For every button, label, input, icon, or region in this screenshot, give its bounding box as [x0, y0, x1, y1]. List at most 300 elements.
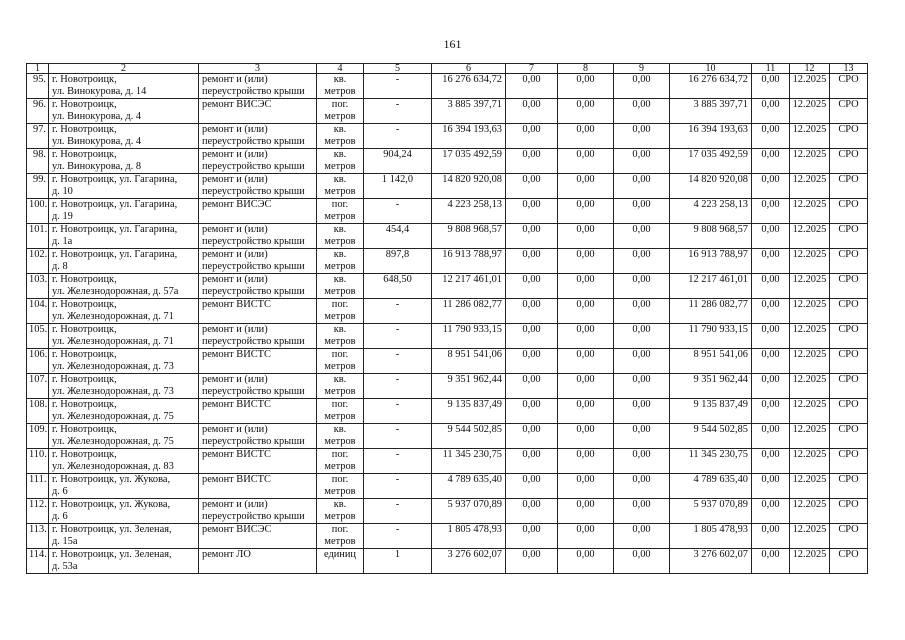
row-number: [27, 299, 49, 324]
total-cost-cell: [432, 349, 506, 374]
volume-cell-line: -: [395, 299, 400, 310]
total-cost-cell: [432, 149, 506, 174]
work-type-cell-line: ремонт и (или): [202, 224, 268, 235]
deadline-cell-line: 12.2025: [792, 274, 827, 285]
address-cell: [49, 549, 199, 574]
deadline-cell-line: 12.2025: [792, 299, 827, 310]
address-cell: [49, 299, 199, 324]
table-row: [27, 424, 868, 449]
address-cell-line: ул. Винокурова, д. 8: [52, 161, 142, 172]
col8-cell: [558, 74, 614, 99]
col10-cell: [670, 324, 752, 349]
total-cost-cell-line: 1 805 478,93: [447, 524, 502, 535]
address-cell-line: ул. Железнодорожная, д. 83: [52, 461, 174, 472]
col8-cell-line: 0,00: [576, 449, 595, 460]
work-type-cell: [199, 474, 317, 499]
unit-cell-line: кв.: [333, 224, 347, 235]
total-cost-cell-line: 9 135 837,49: [447, 399, 502, 410]
volume-cell-line: -: [395, 124, 400, 135]
row-number-line: 95.: [33, 74, 46, 85]
address-cell: [49, 424, 199, 449]
row-number: [27, 99, 49, 124]
address-cell-line: ул. Железнодорожная, д. 75: [52, 436, 174, 447]
address-cell-line: г. Новотроицк,: [52, 424, 117, 435]
method-cell: [830, 524, 868, 549]
volume-cell: [364, 374, 432, 399]
row-number-line: 98.: [33, 149, 46, 160]
col9-cell: [614, 499, 670, 524]
unit-cell-line: метров: [324, 111, 356, 122]
col7-cell-line: 0,00: [522, 274, 541, 285]
col8-cell: [558, 424, 614, 449]
col9-cell: [614, 124, 670, 149]
unit-cell-line: метров: [324, 136, 356, 147]
col9-cell-line: 0,00: [632, 349, 651, 360]
deadline-cell: [790, 474, 830, 499]
row-number: [27, 349, 49, 374]
table-row: [27, 224, 868, 249]
total-cost-cell: [432, 324, 506, 349]
work-type-cell: [199, 449, 317, 474]
address-cell-line: ул. Железнодорожная, д. 71: [52, 311, 174, 322]
deadline-cell: [790, 374, 830, 399]
col11-cell: [752, 99, 790, 124]
unit-cell: [317, 124, 364, 149]
col11-cell: [752, 399, 790, 424]
unit-cell-line: кв.: [333, 374, 347, 385]
col8-cell-line: 0,00: [576, 549, 595, 560]
col11-cell: [752, 299, 790, 324]
col8-cell: [558, 499, 614, 524]
deadline-cell: [790, 224, 830, 249]
method-cell-line: СРО: [838, 324, 859, 335]
col8-cell-line: 0,00: [576, 224, 595, 235]
volume-cell: [364, 124, 432, 149]
method-cell: [830, 549, 868, 574]
address-cell-line: г. Новотроицк, ул. Жукова,: [52, 474, 171, 485]
unit-cell: [317, 99, 364, 124]
row-number-line: 104.: [29, 299, 48, 310]
col8-cell-line: 0,00: [576, 74, 595, 85]
col9-cell-line: 0,00: [632, 374, 651, 385]
volume-cell: [364, 449, 432, 474]
unit-cell-line: метров: [324, 161, 356, 172]
col10-cell-line: 11 790 933,15: [688, 324, 748, 335]
method-cell: [830, 474, 868, 499]
col9-cell: [614, 299, 670, 324]
address-cell: [49, 74, 199, 99]
row-number: [27, 149, 49, 174]
total-cost-cell: [432, 299, 506, 324]
col10-cell-line: 16 276 634,72: [688, 74, 748, 85]
row-number-line: 103.: [29, 274, 48, 285]
column-header-11: 11: [752, 64, 790, 74]
volume-cell-line: -: [395, 349, 400, 360]
col7-cell: [506, 324, 558, 349]
col8-cell: [558, 349, 614, 374]
address-cell: [49, 474, 199, 499]
address-cell-line: д. 8: [52, 261, 68, 272]
work-type-cell-line: ремонт и (или): [202, 174, 268, 185]
method-cell-line: СРО: [838, 549, 859, 560]
table-row: [27, 74, 868, 99]
total-cost-cell-line: 9 351 962,44: [447, 374, 502, 385]
volume-cell: [364, 424, 432, 449]
col9-cell-line: 0,00: [632, 199, 651, 210]
col10-cell: [670, 399, 752, 424]
unit-cell-line: метров: [324, 86, 356, 97]
unit-cell-line: пог.: [331, 524, 349, 535]
unit-cell: [317, 174, 364, 199]
col7-cell-line: 0,00: [522, 74, 541, 85]
address-cell: [49, 349, 199, 374]
volume-cell-line: -: [395, 474, 400, 485]
work-type-cell-line: переустройство крыши: [202, 386, 305, 397]
method-cell-line: СРО: [838, 99, 859, 110]
col9-cell-line: 0,00: [632, 149, 651, 160]
work-type-cell: [199, 149, 317, 174]
total-cost-cell-line: 16 913 788,97: [442, 249, 502, 260]
col9-cell: [614, 174, 670, 199]
unit-cell: [317, 299, 364, 324]
col8-cell: [558, 299, 614, 324]
col8-cell: [558, 324, 614, 349]
col9-cell-line: 0,00: [632, 449, 651, 460]
method-cell-line: СРО: [838, 399, 859, 410]
col8-cell: [558, 149, 614, 174]
address-cell: [49, 324, 199, 349]
total-cost-cell-line: 5 937 070,89: [447, 499, 502, 510]
unit-cell-line: метров: [324, 311, 356, 322]
col8-cell-line: 0,00: [576, 524, 595, 535]
col10-cell-line: 17 035 492,59: [688, 149, 748, 160]
address-cell-line: д. 6: [52, 511, 68, 522]
work-type-cell-line: переустройство крыши: [202, 336, 305, 347]
col7-cell-line: 0,00: [522, 124, 541, 135]
volume-cell: [364, 274, 432, 299]
col11-cell: [752, 549, 790, 574]
address-cell: [49, 449, 199, 474]
work-type-cell-line: ремонт ВИСЭС: [202, 199, 272, 210]
unit-cell: [317, 74, 364, 99]
col7-cell-line: 0,00: [522, 399, 541, 410]
col9-cell-line: 0,00: [632, 224, 651, 235]
row-number: [27, 474, 49, 499]
method-cell-line: СРО: [838, 349, 859, 360]
deadline-cell-line: 12.2025: [792, 524, 827, 535]
method-cell-line: СРО: [838, 274, 859, 285]
address-cell-line: г. Новотроицк,: [52, 449, 117, 460]
unit-cell-line: пог.: [331, 349, 349, 360]
col8-cell-line: 0,00: [576, 349, 595, 360]
col9-cell: [614, 224, 670, 249]
method-cell: [830, 249, 868, 274]
col10-cell-line: 5 937 070,89: [693, 499, 748, 510]
col11-cell-line: 0,00: [761, 99, 780, 110]
work-type-cell: [199, 399, 317, 424]
method-cell: [830, 74, 868, 99]
table-row: [27, 474, 868, 499]
work-type-cell-line: переустройство крыши: [202, 511, 305, 522]
row-number-line: 111.: [29, 474, 47, 485]
row-number-line: 99.: [33, 174, 46, 185]
col10-cell-line: 3 276 602,07: [693, 549, 748, 560]
address-cell-line: д. 15а: [52, 536, 78, 547]
table-row: [27, 274, 868, 299]
col9-cell-line: 0,00: [632, 274, 651, 285]
row-number: [27, 174, 49, 199]
table-row: [27, 174, 868, 199]
unit-cell-line: метров: [324, 536, 356, 547]
volume-cell: [364, 74, 432, 99]
table-row: [27, 449, 868, 474]
col7-cell: [506, 549, 558, 574]
col10-cell-line: 16 394 193,63: [688, 124, 748, 135]
col8-cell: [558, 224, 614, 249]
unit-cell-line: метров: [324, 236, 356, 247]
col11-cell: [752, 249, 790, 274]
address-cell-line: г. Новотроицк,: [52, 149, 117, 160]
address-cell-line: д. 53а: [52, 561, 78, 572]
col11-cell-line: 0,00: [761, 174, 780, 185]
col11-cell-line: 0,00: [761, 274, 780, 285]
unit-cell-line: пог.: [331, 99, 349, 110]
deadline-cell-line: 12.2025: [792, 174, 827, 185]
row-number: [27, 549, 49, 574]
volume-cell: [364, 249, 432, 274]
col8-cell: [558, 474, 614, 499]
work-type-cell-line: ремонт и (или): [202, 424, 268, 435]
col11-cell: [752, 349, 790, 374]
address-cell-line: д. 10: [52, 186, 73, 197]
col8-cell: [558, 274, 614, 299]
unit-cell: [317, 424, 364, 449]
total-cost-cell-line: 8 951 541,06: [447, 349, 502, 360]
work-type-cell-line: ремонт ВИСТС: [202, 299, 271, 310]
col10-cell: [670, 99, 752, 124]
col7-cell: [506, 224, 558, 249]
work-type-cell-line: переустройство крыши: [202, 261, 305, 272]
col8-cell-line: 0,00: [576, 149, 595, 160]
unit-cell: [317, 224, 364, 249]
col10-cell: [670, 74, 752, 99]
col11-cell-line: 0,00: [761, 299, 780, 310]
row-number-line: 106.: [29, 349, 48, 360]
deadline-cell-line: 12.2025: [792, 349, 827, 360]
col11-cell-line: 0,00: [761, 149, 780, 160]
column-header-13: 13: [830, 64, 868, 74]
col9-cell-line: 0,00: [632, 249, 651, 260]
repair-program-table: [26, 63, 868, 574]
row-number: [27, 324, 49, 349]
col9-cell-line: 0,00: [632, 99, 651, 110]
volume-cell-line: 454,4: [385, 224, 410, 235]
method-cell: [830, 149, 868, 174]
col7-cell: [506, 249, 558, 274]
col11-cell-line: 0,00: [761, 349, 780, 360]
col9-cell-line: 0,00: [632, 74, 651, 85]
volume-cell-line: 1: [394, 549, 401, 560]
deadline-cell: [790, 199, 830, 224]
address-cell: [49, 249, 199, 274]
deadline-cell-line: 12.2025: [792, 124, 827, 135]
volume-cell-line: -: [395, 374, 400, 385]
unit-cell: [317, 149, 364, 174]
deadline-cell-line: 12.2025: [792, 424, 827, 435]
method-cell-line: СРО: [838, 199, 859, 210]
volume-cell-line: -: [395, 399, 400, 410]
col7-cell-line: 0,00: [522, 99, 541, 110]
col7-cell: [506, 299, 558, 324]
work-type-cell: [199, 199, 317, 224]
total-cost-cell-line: 3 885 397,71: [447, 99, 502, 110]
col8-cell-line: 0,00: [576, 374, 595, 385]
table-row: [27, 374, 868, 399]
total-cost-cell-line: 11 345 230,75: [442, 449, 502, 460]
unit-cell-line: метров: [324, 336, 356, 347]
col8-cell-line: 0,00: [576, 474, 595, 485]
deadline-cell-line: 12.2025: [792, 449, 827, 460]
row-number-line: 101.: [29, 224, 48, 235]
col10-cell: [670, 174, 752, 199]
method-cell: [830, 224, 868, 249]
volume-cell-line: -: [395, 199, 400, 210]
volume-cell-line: -: [395, 324, 400, 335]
row-number: [27, 274, 49, 299]
deadline-cell-line: 12.2025: [792, 549, 827, 560]
total-cost-cell: [432, 249, 506, 274]
col11-cell-line: 0,00: [761, 499, 780, 510]
deadline-cell: [790, 124, 830, 149]
col7-cell-line: 0,00: [522, 549, 541, 560]
col11-cell-line: 0,00: [761, 249, 780, 260]
col11-cell: [752, 274, 790, 299]
row-number-line: 96.: [33, 99, 46, 110]
col11-cell: [752, 499, 790, 524]
row-number-line: 107.: [29, 374, 48, 385]
volume-cell: [364, 324, 432, 349]
deadline-cell-line: 12.2025: [792, 399, 827, 410]
unit-cell-line: метров: [324, 286, 356, 297]
method-cell-line: СРО: [838, 524, 859, 535]
address-cell: [49, 124, 199, 149]
unit-cell-line: метров: [324, 186, 356, 197]
page-number: 161: [443, 37, 462, 51]
volume-cell-line: 897,8: [385, 249, 410, 260]
unit-cell-line: метров: [324, 461, 356, 472]
total-cost-cell: [432, 124, 506, 149]
address-cell-line: г. Новотроицк, ул. Жукова,: [52, 499, 171, 510]
col9-cell: [614, 374, 670, 399]
volume-cell-line: 1 142,0: [381, 174, 414, 185]
column-header-12: 12: [790, 64, 830, 74]
unit-cell-line: пог.: [331, 299, 349, 310]
method-cell: [830, 499, 868, 524]
unit-cell-line: кв.: [333, 274, 347, 285]
deadline-cell: [790, 174, 830, 199]
address-cell-line: г. Новотроицк, ул. Гагарина,: [52, 174, 178, 185]
total-cost-cell: [432, 174, 506, 199]
volume-cell: [364, 224, 432, 249]
column-header-7: 7: [506, 64, 558, 74]
unit-cell-line: метров: [324, 211, 356, 222]
deadline-cell: [790, 499, 830, 524]
col9-cell-line: 0,00: [632, 549, 651, 560]
work-type-cell-line: ремонт ЛО: [202, 549, 251, 560]
col7-cell-line: 0,00: [522, 149, 541, 160]
deadline-cell: [790, 299, 830, 324]
deadline-cell: [790, 524, 830, 549]
address-cell: [49, 174, 199, 199]
col9-cell: [614, 199, 670, 224]
work-type-cell-line: ремонт и (или): [202, 249, 268, 260]
total-cost-cell-line: 3 276 602,07: [447, 549, 502, 560]
work-type-cell-line: переустройство крыши: [202, 86, 305, 97]
deadline-cell: [790, 424, 830, 449]
work-type-cell: [199, 124, 317, 149]
address-cell: [49, 99, 199, 124]
row-number-line: 102.: [29, 249, 48, 260]
row-number: [27, 199, 49, 224]
col9-cell-line: 0,00: [632, 524, 651, 535]
col11-cell: [752, 424, 790, 449]
row-number: [27, 499, 49, 524]
col10-cell-line: 12 217 461,01: [688, 274, 748, 285]
work-type-cell-line: ремонт ВИСТС: [202, 349, 271, 360]
unit-cell: [317, 274, 364, 299]
col10-cell-line: 11 345 230,75: [688, 449, 748, 460]
row-number: [27, 224, 49, 249]
method-cell: [830, 99, 868, 124]
col8-cell: [558, 399, 614, 424]
col10-cell: [670, 249, 752, 274]
address-cell: [49, 524, 199, 549]
col10-cell-line: 14 820 920,08: [688, 174, 748, 185]
row-number-line: 109.: [29, 424, 48, 435]
address-cell-line: г. Новотроицк,: [52, 274, 117, 285]
col8-cell-line: 0,00: [576, 99, 595, 110]
method-cell-line: СРО: [838, 149, 859, 160]
unit-cell-line: кв.: [333, 149, 347, 160]
address-cell: [49, 374, 199, 399]
volume-cell: [364, 499, 432, 524]
col8-cell-line: 0,00: [576, 399, 595, 410]
col8-cell-line: 0,00: [576, 124, 595, 135]
total-cost-cell: [432, 424, 506, 449]
col9-cell-line: 0,00: [632, 424, 651, 435]
unit-cell: [317, 249, 364, 274]
total-cost-cell-line: 9 808 968,57: [447, 224, 502, 235]
work-type-cell-line: ремонт и (или): [202, 149, 268, 160]
header-row: [27, 64, 868, 74]
total-cost-cell: [432, 399, 506, 424]
address-cell-line: г. Новотроицк, ул. Гагарина,: [52, 199, 178, 210]
unit-cell-line: кв.: [333, 499, 347, 510]
col11-cell-line: 0,00: [761, 199, 780, 210]
deadline-cell: [790, 549, 830, 574]
col11-cell: [752, 324, 790, 349]
work-type-cell: [199, 349, 317, 374]
col10-cell: [670, 424, 752, 449]
work-type-cell-line: ремонт ВИСТС: [202, 399, 271, 410]
col7-cell-line: 0,00: [522, 374, 541, 385]
col10-cell-line: 4 223 258,13: [693, 199, 748, 210]
volume-cell: [364, 149, 432, 174]
col9-cell: [614, 274, 670, 299]
col11-cell-line: 0,00: [761, 74, 780, 85]
row-number: [27, 249, 49, 274]
work-type-cell: [199, 274, 317, 299]
